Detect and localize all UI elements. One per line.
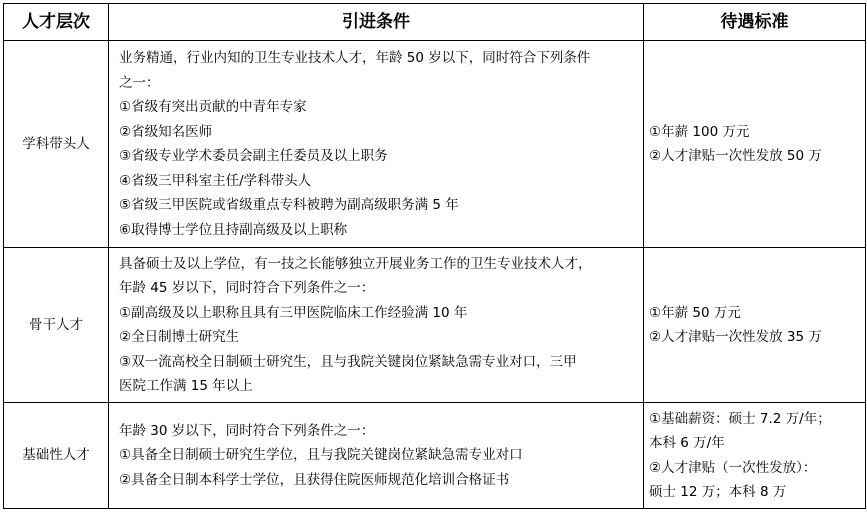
condition-line: ③双一流高校全日制硕士研究生，且与我院关键岗位紧缺急需专业对口，三甲	[119, 353, 577, 370]
conditions-cell	[109, 248, 644, 403]
condition-line: ⑤省级三甲医院或省级重点专科被聘为副高级职务满 5 年	[119, 197, 459, 213]
treatment-line: 本科 6 万/年	[649, 435, 725, 451]
condition-line: ②全日制博士研究生	[119, 329, 240, 345]
talent-level-cell: 基础性人才	[4, 403, 109, 509]
condition-line: 业务精通，行业内知的卫生专业技术人才，年龄 50 岁以下，同时符合下列条件	[119, 50, 591, 66]
condition-line: ④省级三甲科室主任/学科带头人	[119, 172, 312, 189]
talent-level-cell: 骨干人才	[4, 248, 109, 403]
treatment-line: ②人才津贴一次性发放 50 万	[649, 148, 822, 164]
treatment-line: ①年薪 100 万元	[649, 123, 750, 140]
treatment-cell	[644, 403, 866, 509]
conditions-cell	[109, 403, 644, 509]
table-row	[4, 403, 866, 509]
treatment-line: ②人才津贴（一次性发放）：	[649, 459, 817, 476]
treatment-line: ①年薪 50 万元	[649, 304, 741, 321]
table-row	[4, 41, 866, 248]
condition-line: 医院工作满 15 年以上	[119, 378, 253, 394]
condition-line: ②省级知名医师	[119, 123, 213, 140]
condition-line: 具备硕士及以上学位，有一技之长能够独立开展业务工作的卫生专业技术人才，	[119, 255, 592, 272]
condition-line: 年龄 30 岁以下，同时符合下列条件之一：	[119, 422, 375, 439]
treatment-line: ②人才津贴一次性发放 35 万	[649, 329, 822, 345]
condition-line: 之一：	[119, 74, 160, 91]
condition-line: ①副高级及以上职称且具有三甲医院临床工作经验满 10 年	[119, 304, 468, 321]
treatment-line: ①基础薪资：硕士 7.2 万/年；	[649, 410, 831, 427]
header-talent-level: 人才层次	[4, 4, 109, 41]
header-row	[4, 4, 866, 41]
condition-line: ⑥取得博士学位且持副高级及以上职称	[119, 221, 348, 238]
condition-line: ②具备全日制本科学士学位，且获得住院医师规范化培训合格证书	[119, 471, 510, 488]
treatment-cell	[644, 41, 866, 248]
condition-line: ①省级有突出贡献的中青年专家	[119, 99, 307, 115]
conditions-cell	[109, 41, 644, 248]
condition-line: 年龄 45 岁以下，同时符合下列条件之一：	[119, 280, 375, 296]
treatment-line: 硕士 12 万；本科 8 万	[649, 484, 787, 500]
table-row	[4, 248, 866, 403]
talent-policy-table	[3, 3, 866, 509]
talent-level-cell: 学科带头人	[4, 41, 109, 248]
header-conditions: 引进条件	[109, 4, 644, 41]
header-treatment: 待遇标准	[644, 4, 866, 41]
treatment-cell	[644, 248, 866, 403]
condition-line: ③省级专业学术委员会副主任委员及以上职务	[119, 148, 388, 164]
condition-line: ①具备全日制硕士研究生学位，且与我院关键岗位紧缺急需专业对口	[119, 447, 523, 464]
